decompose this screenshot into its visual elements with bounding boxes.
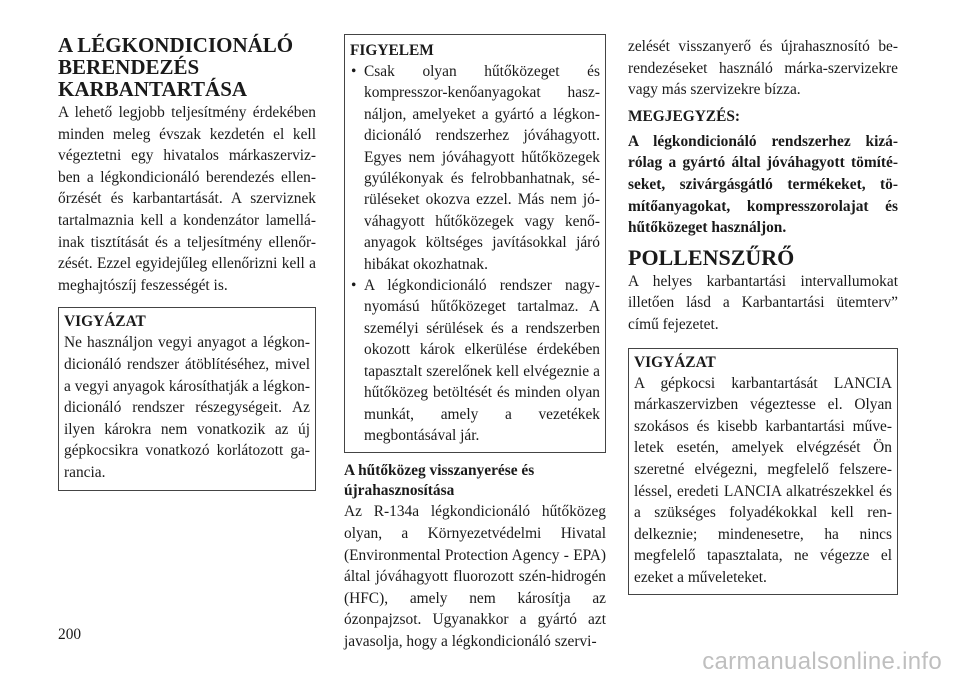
column-left bbox=[58, 34, 316, 491]
warning-box-chemicals bbox=[58, 307, 316, 490]
caution-item-2: • A légkondicionáló rendszer nagy-nyomású hűtőközeget tartalmaz. A személyi sérülések és a rendszerben okozott károk elkerülése érdekében tapasztalt szerelőnek kell elvégeznie a hűtőközeg betöltését és minden olyan munkát, amely a vezetékek megbontásával jár. bbox=[350, 275, 600, 446]
caution-title: FIGYELEM bbox=[350, 42, 434, 59]
intro-paragraph: A lehető legjobb teljesítmény érdekében minden meleg évszak kezdetén el kell végeztetni egy hivatalos márkaszerviz-ben a légkondicionáló berendezés ellen-őrzését és karbantartását. A szerviznek tartalmaznia kell a kondenzátor lamellá-inak tisztítását és a teljesítmény ellenőr-zését. Ezzel egyidejűleg ellenőrizni kell a meghajtószíj feszességét is. bbox=[58, 104, 316, 294]
continuation-paragraph: zelését visszanyerő és újrahasznosító be-rendezéseket használó márka-szervizekre vagy más szervizekre bízza. bbox=[628, 38, 898, 99]
recovery-paragraph: Az R-134a légkondicionáló hűtőközeg olyan, a Környezetvédelmi Hivatal (Environmental Protection Agency - EPA) által jóváhagyott fluorozott szén-hidrogén (HFC), amely nem károsítja az ózonpajzsot. Ugyanakkor a gyártó azt javasolja, hogy a légkondicionáló szervi- bbox=[344, 503, 606, 650]
subheading-recovery bbox=[344, 461, 606, 501]
caution-list bbox=[350, 61, 600, 446]
pollen-filter-text: A helyes karbantartási intervallumokat illetően lásd a Karbantartási ütemterv” című fejezetet. bbox=[628, 272, 898, 333]
section-title-pollen-filter: POLLENSZŰRŐ bbox=[628, 244, 795, 270]
caution-box-refrigerant bbox=[344, 34, 606, 453]
watermark: carmanualsonline.info bbox=[702, 648, 942, 675]
warning-text-2: A gépkocsi karbantartását LANCIA márkaszervizben végeztesse el. Olyan szokásos és kisebb karbantartási műve-letek esetén, amelyek elvégzését Ön szeretné elvégezni, megfelelő felszere-léssel, eredeti LANCIA alkatrészekkel és a szükséges folyadékokkal kell ren-delkeznie; mindenesetre, ha nincs megfelelő tapasztalata, ne végezze el ezeket a műveleteket. bbox=[634, 374, 892, 586]
title-line-2: BERENDEZÉS bbox=[58, 55, 200, 79]
warning-box-maintenance bbox=[628, 348, 898, 596]
section-title-ac-maintenance bbox=[58, 34, 316, 100]
warning-title-2: VIGYÁZAT bbox=[634, 353, 716, 371]
warning-title: VIGYÁZAT bbox=[64, 313, 146, 331]
subheading-line-2: újrahasznosítása bbox=[344, 482, 455, 500]
subheading-line-1: A hűtőközeg visszanyerése és bbox=[344, 462, 535, 480]
column-middle bbox=[344, 34, 606, 652]
caution-item-1: • Csak olyan hűtőközeget és kompresszor-kenőanyagokat hasz-náljon, amelyeket a gyártó a légkon-dicionáló rendszerhez jóváhagyott. Egyes nem jóváhagyott hűtőközegek gyúlékonyak és felrobbanhatnak, sé-rüléseket okozva ezzel. Más nem jó-váhagyott hűtőközegek vagy kenő-anyagok költséges javításokkal járó hibákat okozhatnak. bbox=[350, 61, 600, 275]
title-line-3: KARBANTARTÁSA bbox=[58, 77, 248, 101]
column-right bbox=[628, 34, 898, 595]
note-title: MEGJEGYZÉS: bbox=[628, 107, 741, 125]
note-text: A légkondicionáló rendszerhez kizá-rólag a gyártó által jóváhagyott tömíté-seket, szivárgásgátló termékeket, tö-mítőanyagokat, kompresszorolajat és hűtőközeget használjon. bbox=[628, 132, 898, 237]
warning-text: Ne használjon vegyi anyagot a légkon-dicionáló rendszer átöblítéséhez, mivel a vegyi anyagok károsíthatják a légkon-dicionáló rendszer részegységeit. Az ilyen károkra nem vonatkozik az új gépkocsikra vonatkozó korlátozott ga-rancia. bbox=[64, 334, 310, 481]
title-line-1: A LÉGKONDICIONÁLÓ bbox=[58, 33, 294, 57]
page-number: 200 bbox=[58, 626, 82, 643]
